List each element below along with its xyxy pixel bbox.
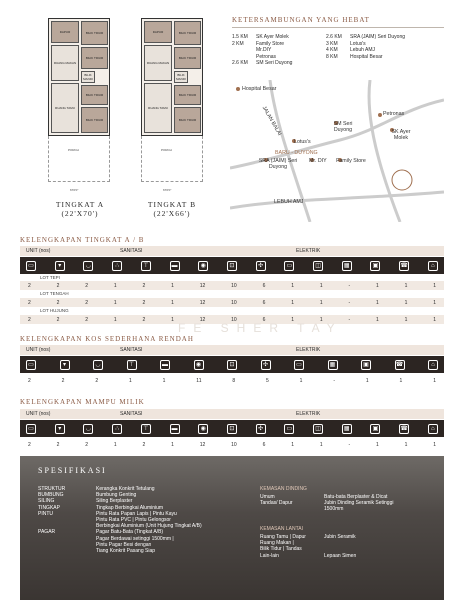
watermark: FE SHER TAY [178, 321, 343, 335]
cell-value: 6 [262, 282, 266, 289]
cell-value: 1 [375, 299, 379, 306]
cell-value: 10 [231, 316, 237, 323]
bedroom-icon: ▭ [26, 424, 36, 434]
room-bilik-mandi-b: BILIK MANDI [174, 71, 188, 83]
cell-value: 2 [85, 316, 89, 323]
distance-item: 2.6 KM SRA (JAIM) Seri Duyong [326, 34, 406, 40]
sink-icon: ▬ [162, 361, 168, 368]
kemasan-dinding-title: KEMASAN DINDING [260, 486, 307, 492]
porch-b [141, 136, 203, 182]
map-label-family: Family Store [336, 158, 366, 164]
plan-b-caption: TINGKAT B (22'X66') [147, 200, 197, 218]
distance-item: 3 KM Lotus's [326, 40, 366, 47]
toilet-icon: ▾ [55, 424, 65, 434]
cell-value: 10 [231, 282, 237, 289]
cell-value: 1 [171, 282, 174, 289]
cell-value: 12 [199, 282, 206, 289]
floor-plan-a [48, 18, 110, 136]
porch-a [48, 136, 110, 182]
cell-value: 1 [113, 441, 117, 448]
map-label-mrdiy: Mr. DIY [309, 158, 327, 164]
spec-title: SPESIFIKASI [38, 466, 107, 475]
room-dapur: DAPUR [51, 21, 79, 43]
sink-icon: ▬ [171, 262, 178, 269]
aircond-icon: ▭ [284, 261, 294, 271]
spec-item: Berbingkai Aluminium (Unit Hujung Tingkat A/B) [96, 523, 202, 530]
plan-a-caption: TINGKAT A (22'X70') [55, 200, 105, 218]
cell-value: 1 [433, 316, 436, 323]
phone-icon: ☎ [400, 425, 408, 432]
spec-item: PAGAR Pagar Batu-Bata (Tingkat A/B) [38, 529, 164, 536]
tap-icon: ⊤ [141, 424, 151, 434]
width-label-a: 670'0" [70, 188, 79, 192]
shower-icon: ∴ [112, 424, 122, 434]
cell-value: 12 [199, 441, 206, 448]
room-dapur-b: DAPUR [144, 21, 172, 43]
cell-value: 1 [113, 299, 117, 306]
icon-row-kos [20, 356, 444, 373]
spec-item: 1500mm [324, 506, 344, 513]
connectivity-title: KETERSAMBUNGAN YANG HEBAT [232, 16, 370, 24]
porch-label-a: PORCH [68, 148, 79, 152]
cell-value: 6 [262, 441, 266, 448]
cell-value: 1 [433, 377, 436, 384]
distance-item: 8 KM Hospital Besar [326, 53, 383, 60]
cell-value: 2 [142, 441, 146, 448]
width-label-b: 670'0" [163, 188, 172, 192]
cell-value: 12 [199, 299, 206, 306]
spec-item: STRUKTUR Kerangka Konkrit Tetulang [38, 486, 155, 492]
fan-icon: ✣ [256, 424, 266, 434]
cell-value: 1 [375, 316, 379, 323]
water-heater-icon: ◫ [313, 261, 323, 271]
doorbell-icon: ⌂ [428, 360, 438, 370]
toilet-icon: ▾ [60, 360, 70, 370]
cell-value: 1 [128, 377, 132, 384]
spec-item: Pintu Pagar Besi dengan [96, 541, 152, 548]
tv-icon: ▣ [370, 261, 380, 271]
section-title-mampu: KELENGKAPAN MAMPU MILIK [20, 398, 145, 406]
cell-value: 2 [56, 441, 60, 448]
cell-value: 2 [28, 441, 31, 448]
cell-value: 2 [85, 282, 89, 289]
cell-value: 2 [95, 377, 99, 384]
cell-value: 5 [266, 377, 269, 384]
room-ruang-makan: RUANG MAKAN [51, 45, 79, 81]
aircond-icon: ▭ [294, 360, 304, 370]
room-bilik-4b: BILIK TIDUR [174, 107, 201, 133]
cell-value: - [348, 316, 351, 323]
socket-icon: ⊡ [227, 424, 237, 434]
lot-label: LOT HUJUNG [40, 308, 69, 313]
map-label-baru: BARU - DUYONG [275, 150, 318, 156]
water-heater-icon: ◫ [313, 424, 323, 434]
sink-icon: ▬ [171, 425, 178, 432]
header-bar-ab: UNIT (nos) SANITASI ELEKTRIK [20, 246, 444, 256]
cell-value: 12 [199, 316, 206, 323]
tv-icon: ▣ [370, 424, 380, 434]
shower-icon: ∴ [112, 261, 122, 271]
cell-value: 1 [404, 299, 408, 306]
distance-list-right [326, 34, 405, 60]
cell-value: 1 [171, 299, 174, 306]
room-ruang-tamu: RUANG TAMU [51, 83, 79, 133]
light-bulb-icon: ◉ [198, 424, 208, 434]
aircond-icon: ▭ [284, 424, 294, 434]
cell-value: 2 [85, 441, 89, 448]
basin-icon: ◡ [93, 360, 103, 370]
room-bilik-1: BILIK TIDUR [81, 21, 108, 45]
spec-left-list [38, 486, 238, 554]
cell-value: 2 [56, 316, 60, 323]
cell-value: 1 [404, 282, 408, 289]
spec-item: Tiang Konkrit Pasang Siap [96, 548, 156, 555]
cell-value: 2 [142, 282, 146, 289]
tv-icon: ▣ [361, 360, 371, 370]
data-row [20, 298, 444, 307]
cell-value: - [348, 299, 351, 306]
cell-value: 8 [232, 377, 236, 384]
kemasan-lantai-title: KEMASAN LANTAI [260, 526, 303, 532]
header-bar-kos: UNIT (nos) SANITASI ELEKTRIK [20, 345, 444, 355]
map-label-petronas: Petronas [383, 111, 405, 117]
socket-icon: ⊡ [227, 360, 237, 370]
cell-value: 1 [113, 316, 117, 323]
cell-value: 1 [433, 282, 436, 289]
spec-item: Pintu Rata PVC | Pintu Gelongsor [96, 517, 171, 524]
data-row [20, 440, 444, 449]
cell-value: 1 [162, 377, 166, 384]
room-bilik-mandi: BILIK MANDI [81, 71, 95, 83]
phone-icon: ☎ [400, 262, 408, 269]
cooker-icon: ▦ [328, 360, 338, 370]
cell-value: 11 [196, 377, 202, 384]
room-bilik-2: BILIK TIDUR [81, 47, 108, 69]
distance-item: 1.5 KM SK Ayer Molek [232, 34, 289, 40]
cell-value: 1 [319, 299, 323, 306]
spec-item: TINGKAP Tingkap Berbingkai Aluminium [38, 504, 164, 511]
floor-plan-b [141, 18, 203, 136]
map-label-lotus: Lotus's [294, 139, 311, 145]
cell-value: 2 [85, 299, 89, 306]
cell-value: 1 [291, 299, 294, 306]
room-bilik-3: BILIK TIDUR [81, 85, 108, 105]
location-map [230, 80, 444, 222]
connectivity-divider [232, 27, 444, 28]
cell-value: 1 [319, 441, 323, 448]
phone-icon: ☎ [395, 361, 404, 368]
lot-label: LOT TENGAH [40, 291, 69, 296]
cell-value: 2 [28, 282, 31, 289]
bedroom-icon: ▭ [26, 261, 36, 271]
spec-item: BUMBUNG Bumbung Genting [38, 492, 137, 499]
cell-value: - [348, 282, 351, 289]
spec-item: SILING Siling Berplaster [38, 498, 133, 505]
tap-icon: ⊤ [127, 360, 137, 370]
specification-panel [20, 456, 444, 600]
cell-value: 2 [142, 316, 146, 323]
spec-item: Bilik Tidur | Tandas [260, 546, 302, 553]
spec-item: Tandas/ Dapur Jubin Dinding Seramik Setinggi [260, 500, 394, 507]
cell-value: 2 [28, 377, 31, 384]
cell-value: 1 [299, 377, 303, 384]
cell-value: 2 [56, 282, 60, 289]
cell-value: 1 [291, 441, 294, 448]
cell-value: 1 [171, 316, 174, 323]
map-label-jalan: JALAN BALAI [260, 105, 283, 137]
map-label-sra: SRA (JAIM) Seri Duyong [258, 158, 298, 170]
cell-value: 1 [319, 316, 323, 323]
cell-value: 1 [433, 299, 436, 306]
distance-item: Petronas [256, 53, 277, 60]
icon-row-ab [20, 257, 444, 274]
cell-value: 10 [231, 441, 237, 448]
map-label-lebuh: LEBUH AMJ [274, 199, 304, 205]
cell-value: 1 [319, 282, 323, 289]
cell-value: 1 [375, 441, 379, 448]
cell-value: 2 [61, 377, 65, 384]
cell-value: 1 [399, 377, 403, 384]
cell-value: 1 [375, 282, 379, 289]
doorbell-icon: ⌂ [428, 261, 438, 271]
cell-value: 6 [262, 316, 266, 323]
section-title-kos: KELENGKAPAN KOS SEDERHANA RENDAH [20, 335, 194, 343]
header-bar-mampu: UNIT (nos) SANITASI ELEKTRIK [20, 409, 444, 419]
room-ruang-tamu-b: RUANG TAMU [144, 83, 172, 133]
cell-value: 1 [291, 316, 294, 323]
map-label-hospital: Hospital Besar [242, 86, 277, 92]
porch-label-b: PORCH [161, 148, 172, 152]
cooker-icon: ▦ [342, 424, 352, 434]
room-bilik-2b: BILIK TIDUR [174, 47, 201, 69]
cell-value: - [348, 441, 351, 448]
kemasan-dinding-list [260, 494, 440, 513]
cell-value: 2 [56, 299, 60, 306]
socket-icon: ⊡ [227, 261, 237, 271]
distance-item: 2.6 KM SM Seri Duyong [232, 60, 293, 67]
cooker-icon: ▦ [342, 261, 352, 271]
spec-item: Umum Batu-bata Berplaster & Dicat [260, 494, 388, 500]
room-bilik-1b: BILIK TIDUR [174, 21, 201, 45]
map-label-sm: SM Seri Duyong [333, 121, 353, 133]
cell-value: 1 [404, 441, 408, 448]
cell-value: - [333, 377, 335, 384]
cell-value: 6 [262, 299, 266, 306]
cell-value: 1 [291, 282, 294, 289]
cell-value: 1 [113, 282, 117, 289]
fan-icon: ✣ [256, 261, 266, 271]
data-row [20, 281, 444, 290]
cell-value: 1 [404, 316, 408, 323]
fan-icon: ✣ [261, 360, 271, 370]
kemasan-lantai-list [260, 534, 440, 559]
cell-value: 2 [28, 316, 31, 323]
distance-item: 4 KM Lebuh AMJ [326, 47, 376, 54]
spec-item: Ruang Tamu | Dapur Jubin Seramik [260, 534, 356, 540]
map-label-sk: SK Ayer Molek [391, 129, 411, 141]
room-ruang-makan-b: RUANG MAKAN [144, 45, 172, 81]
section-title-ab: KELENGKAPAN TINGKAT A / B [20, 236, 145, 244]
bedroom-icon: ▭ [26, 360, 36, 370]
cell-value: 10 [231, 299, 237, 306]
distance-item: Mr.DIY [256, 47, 272, 54]
cell-value: 1 [365, 377, 369, 384]
spec-item: Lain-lain Lepaan Simen [260, 552, 357, 559]
distance-item: 2 KM Family Store [232, 40, 285, 47]
cell-value: 2 [28, 299, 31, 306]
cell-value: 1 [433, 441, 436, 448]
cell-value: 2 [142, 299, 146, 306]
doorbell-icon: ⌂ [428, 424, 438, 434]
tap-icon: ⊤ [141, 261, 151, 271]
basin-icon: ◡ [83, 424, 93, 434]
basin-icon: ◡ [83, 261, 93, 271]
distance-list-left [232, 34, 292, 67]
toilet-icon: ▾ [55, 261, 65, 271]
lot-label: LOT TEPI [40, 275, 60, 280]
data-row [20, 376, 444, 385]
spec-item: PINTU Pintu Rata Papan Lapis | Pintu Kayu [38, 510, 177, 517]
light-bulb-icon: ◉ [194, 360, 204, 370]
spec-item: Ruang Makan | [260, 540, 294, 547]
light-bulb-icon: ◉ [198, 261, 208, 271]
room-bilik-3b: BILIK TIDUR [174, 85, 201, 105]
room-bilik-4: BILIK TIDUR [81, 107, 108, 133]
icon-row-mampu [20, 420, 444, 437]
cell-value: 1 [171, 441, 174, 448]
spec-item: Pagar Berdawai setinggi 1500mm | [96, 535, 174, 542]
